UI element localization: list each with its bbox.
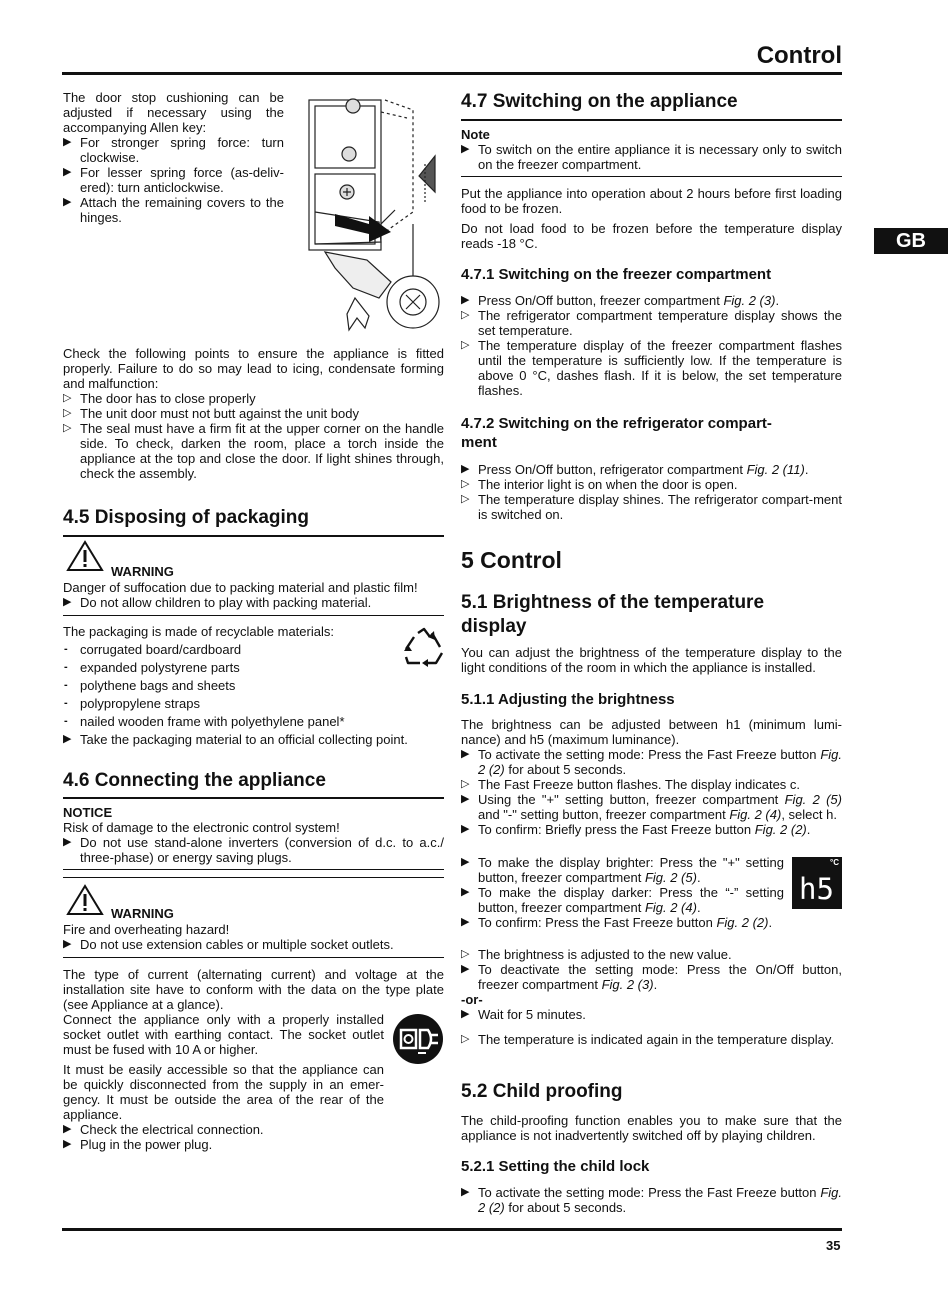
section-heading-4-7-1: 4.7.1 Switching on the freezer compartment — [461, 266, 772, 283]
triangle-bullet-icon: ▶ — [63, 1138, 72, 1150]
section-heading-4-7: 4.7 Switching on the appliance — [461, 91, 738, 112]
list-item: ▶ Using the "+" setting button, freezer compartment Fig. 2 (5) and "-" setting button, freezer compartment Fig. 2 (4), select h. — [461, 792, 842, 822]
list-item: ▶ Press On/Off button, refrigerator compartment Fig. 2 (11). — [461, 462, 809, 477]
triangle-bullet-icon: ▶ — [63, 136, 72, 148]
list-item: ▷ The unit door must not butt against the unit body — [63, 406, 359, 421]
section-heading-5-1: 5.1 Brightness of the temperature display — [461, 592, 765, 637]
triangle-bullet-icon: ▶ — [63, 733, 72, 745]
list-item: ▶ To activate the setting mode: Press the Fast Freeze button Fig. 2 (2) for about 5 seconds. — [461, 1185, 842, 1215]
paragraph: It must be easily accessible so that the appliance can be quickly disconnected from the supply in an emer-gency. It must be outside the area of the rear of the appliance. — [63, 1062, 384, 1122]
divider — [63, 877, 444, 878]
triangle-bullet-icon: ▶ — [461, 1186, 470, 1198]
current-text — [63, 967, 444, 1012]
door-stop-section — [63, 90, 284, 225]
heading-rule — [63, 797, 444, 799]
page-title: Control — [756, 42, 842, 69]
list-item: ▶ To activate the setting mode: Press the Fast Freeze button Fig. 2 (2) for about 5 seconds. — [461, 747, 842, 777]
brightness-steps-display — [461, 855, 784, 930]
list-item: ▶ Press On/Off button, freezer compartment Fig. 2 (3). — [461, 293, 780, 308]
warning-triangle-icon — [66, 540, 104, 572]
list-item: ▶ Take the packaging material to an official collecting point. — [63, 732, 408, 747]
list-item: ▶ Wait for 5 minutes. — [461, 1007, 586, 1022]
list-item: ▷ The seal must have a firm fit at the upper corner on the handle side. To check, darken the room, place a torch inside the appliance at the top and close the door. If light shines through, check the assembly. — [63, 421, 444, 481]
list-item: ▷ The temperature display shines. The refrigerator compart-ment is switched on. — [461, 492, 842, 522]
warning-triangle-icon — [66, 884, 104, 916]
notice-label: NOTICE — [63, 805, 113, 820]
list-item: - polythene bags and sheets — [64, 678, 236, 693]
list-item: ▶ Do not use extension cables or multiple socket outlets. — [63, 937, 394, 952]
packaging-materials — [63, 624, 444, 747]
section-heading-4-6: 4.6 Connecting the appliance — [63, 770, 326, 791]
list-item: ▶ Do not use stand-alone inverters (conversion of d.c. to a.c./ three-phase) or energy saving plugs. — [63, 835, 444, 865]
list-item: ▶ For stronger spring force: turn clockwise. — [63, 135, 284, 165]
divider — [63, 957, 444, 958]
header-rule — [62, 72, 842, 75]
section-heading-5-2-1: 5.2.1 Setting the child lock — [461, 1158, 650, 1175]
section-heading-4-5: 4.5 Disposing of packaging — [63, 507, 309, 528]
paragraph: Put the appliance into operation about 2 hours before first loading food to be frozen. — [461, 186, 842, 216]
heading-rule — [63, 535, 444, 537]
materials-intro: The packaging is made of recyclable materials: — [63, 624, 334, 639]
warning-label: WARNING — [111, 906, 174, 921]
outline-triangle-icon: ▷ — [461, 1033, 470, 1045]
triangle-bullet-icon: ▶ — [461, 886, 470, 898]
divider — [63, 615, 444, 616]
triangle-bullet-icon: ▶ — [461, 143, 470, 155]
fridge-switch-steps — [461, 462, 842, 522]
freezer-switch-steps — [461, 293, 842, 398]
outline-triangle-icon: ▷ — [63, 392, 72, 404]
list-item: - nailed wooden frame with polyethylene panel* — [64, 714, 345, 729]
section-heading-5-1-1: 5.1.1 Adjusting the brightness — [461, 691, 675, 708]
operation-text — [461, 186, 842, 251]
temperature-display — [792, 857, 842, 909]
list-item: - corrugated board/cardboard — [64, 642, 242, 657]
display-unit: °C — [830, 858, 839, 867]
note-block — [461, 127, 842, 172]
triangle-bullet-icon: ▶ — [63, 166, 72, 178]
paragraph: The child-proofing function enables you to make sure that the appliance is not inadvertently switched off by playing children. — [461, 1113, 842, 1143]
triangle-bullet-icon: ▶ — [461, 463, 470, 475]
divider — [63, 869, 444, 870]
display-value: h5 — [799, 872, 834, 906]
warning-block — [63, 580, 444, 610]
list-item: ▷ The temperature is indicated again in the temperature display. — [461, 1032, 835, 1047]
connection-text — [63, 1012, 384, 1152]
paragraph: The type of current (alternating current) and voltage at the installation site have to conform with the data on the type plate (see Appliance at a glance). — [63, 967, 444, 1012]
list-item: ▶ To make the display brighter: Press the "+" setting button, freezer compartment Fig. 2 (5). — [461, 855, 784, 885]
list-item: ▶ To switch on the entire appliance it is necessary only to switch on the freezer compartment. — [461, 142, 842, 172]
list-item: ▶ For lesser spring force (as-deliv-ered): turn anticlockwise. — [63, 165, 284, 195]
triangle-bullet-icon: ▶ — [461, 748, 470, 760]
footer-rule — [62, 1228, 842, 1231]
note-label: Note — [461, 127, 490, 142]
outline-triangle-icon: ▷ — [461, 778, 470, 790]
outline-triangle-icon: ▷ — [461, 339, 470, 351]
outline-triangle-icon: ▷ — [461, 478, 470, 490]
power-plug-icon — [392, 1013, 444, 1065]
fit-check-text: Check the following points to ensure the appliance is fitted properly. Failure to do so may lead to icing, condensate forming and malfunction: — [63, 346, 444, 391]
triangle-bullet-icon: ▶ — [63, 596, 72, 608]
chapter-heading-5: 5 Control — [461, 547, 562, 573]
outline-triangle-icon: ▷ — [461, 948, 470, 960]
warning-text: Fire and overheating hazard! — [63, 922, 230, 937]
warning-block — [63, 922, 444, 952]
list-item: ▷ The refrigerator compartment temperature display shows the set temperature. — [461, 308, 842, 338]
triangle-bullet-icon: ▶ — [461, 823, 470, 835]
door-stop-intro: The door stop cushioning can be adjusted if necessary using the accompanying Allen key: — [63, 90, 284, 135]
list-item: ▶ To confirm: Press the Fast Freeze button Fig. 2 (2). — [461, 915, 773, 930]
triangle-bullet-icon: ▶ — [63, 196, 72, 208]
list-item: ▷ The temperature display of the freezer compartment flashes until the temperature is sufficiently low. If the temperature is above 0 °C, dashes flash. If it is below, the set temperature flashes. — [461, 338, 842, 398]
outline-triangle-icon: ▷ — [461, 493, 470, 505]
triangle-bullet-icon: ▶ — [63, 938, 72, 950]
notice-text: Risk of damage to the electronic control system! — [63, 820, 340, 835]
section-heading-5-2: 5.2 Child proofing — [461, 1081, 623, 1102]
outline-triangle-icon: ▷ — [63, 422, 72, 434]
list-item: ▶ To deactivate the setting mode: Press the On/Off button, freezer compartment Fig. 2 (3). — [461, 962, 842, 992]
or-label: -or- — [461, 992, 483, 1007]
list-item: ▷ The brightness is adjusted to the new value. — [461, 947, 732, 962]
brightness-intro — [461, 645, 842, 675]
recycling-icon — [402, 627, 446, 669]
list-item: - polypropylene straps — [64, 696, 200, 711]
paragraph: Connect the appliance only with a properly installed socket outlet with earthing contact. The socket outlet must be fused with 10 A or higher. — [63, 1012, 384, 1057]
child-proofing-intro — [461, 1113, 842, 1143]
page-number: 35 — [826, 1238, 841, 1253]
outline-triangle-icon: ▷ — [461, 309, 470, 321]
notice-block — [63, 805, 444, 865]
list-item: ▷ The Fast Freeze button flashes. The display indicates c. — [461, 777, 801, 792]
language-tab: GB — [874, 228, 948, 254]
list-item: ▶ Do not allow children to play with packing material. — [63, 595, 372, 610]
paragraph: You can adjust the brightness of the temperature display to the light conditions of the room in which the appliance is installed. — [461, 645, 842, 675]
heading-rule — [461, 119, 842, 121]
triangle-bullet-icon: ▶ — [461, 963, 470, 975]
list-item: ▶ To make the display darker: Press the “-” setting button, freezer compartment Fig. 2 (4). — [461, 885, 784, 915]
triangle-bullet-icon: ▶ — [461, 793, 470, 805]
section-heading-4-7-2: 4.7.2 Switching on the refrigerator compart- ment — [461, 415, 772, 451]
list-item: ▶ Plug in the power plug. — [63, 1137, 213, 1152]
list-item: ▶ Check the electrical connection. — [63, 1122, 264, 1137]
list-item: ▷ The interior light is on when the door is open. — [461, 477, 738, 492]
hinge-adjustment-illustration — [295, 92, 445, 332]
divider — [461, 176, 842, 177]
triangle-bullet-icon: ▶ — [461, 294, 470, 306]
list-item: ▶ Attach the remaining covers to the hinges. — [63, 195, 284, 225]
brightness-steps-top — [461, 717, 842, 837]
paragraph: Do not load food to be frozen before the temperature display reads -18 °C. — [461, 221, 842, 251]
child-lock-steps — [461, 1185, 842, 1215]
triangle-bullet-icon: ▶ — [461, 916, 470, 928]
outline-triangle-icon: ▷ — [63, 407, 72, 419]
list-item: ▷ The door has to close properly — [63, 391, 256, 406]
triangle-bullet-icon: ▶ — [63, 836, 72, 848]
triangle-bullet-icon: ▶ — [461, 856, 470, 868]
warning-text: Danger of suffocation due to packing material and plastic film! — [63, 580, 418, 595]
brightness-steps-bottom — [461, 947, 842, 1047]
list-item: - expanded polystyrene parts — [64, 660, 240, 675]
triangle-bullet-icon: ▶ — [63, 1123, 72, 1135]
list-item: ▶ To confirm: Briefly press the Fast Freeze button Fig. 2 (2). — [461, 822, 811, 837]
fit-check-section — [63, 346, 444, 481]
warning-label: WARNING — [111, 564, 174, 579]
paragraph: The brightness can be adjusted between h1 (minimum lumi-nance) and h5 (maximum luminance). — [461, 717, 842, 747]
triangle-bullet-icon: ▶ — [461, 1008, 470, 1020]
